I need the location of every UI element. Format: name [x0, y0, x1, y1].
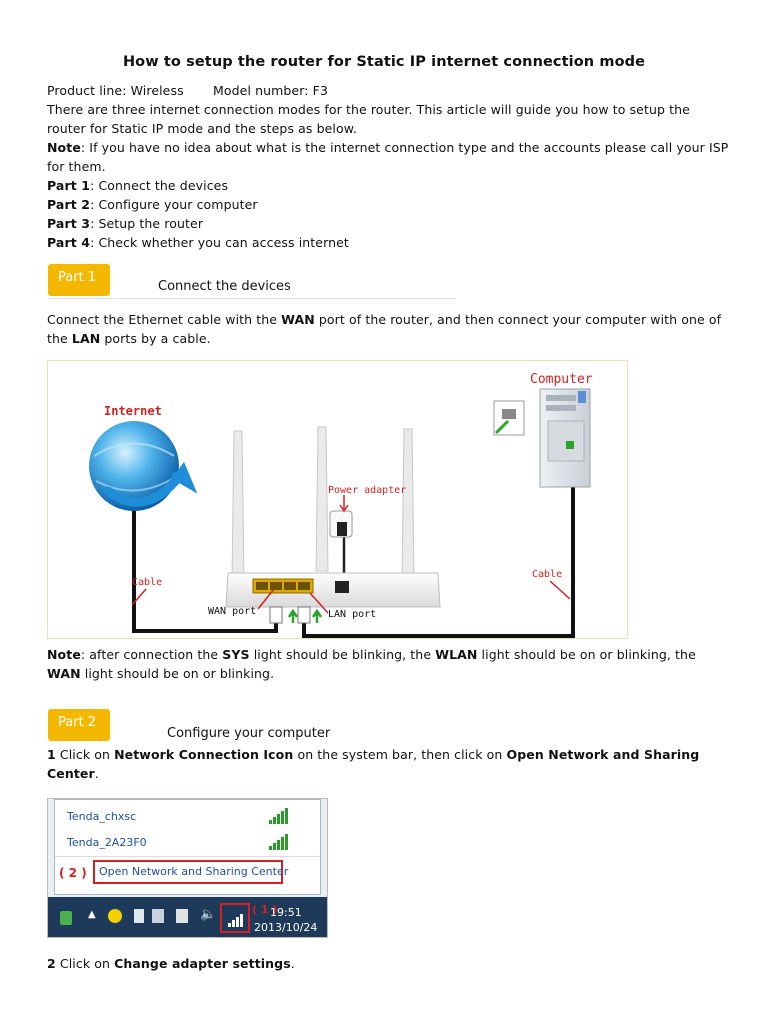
- connection-diagram: [47, 360, 628, 639]
- lan-port-label: LAN port: [328, 609, 377, 620]
- signal-icon: [269, 834, 291, 854]
- part1-heading: Connect the devices: [158, 279, 291, 294]
- part2-badge: Part 2: [48, 709, 110, 741]
- device-icon[interactable]: [176, 909, 188, 923]
- marker-1: ( 1 ): [252, 903, 278, 916]
- taskbar: [48, 897, 327, 938]
- tray-app-icon[interactable]: [60, 911, 72, 925]
- tray-plus-icon[interactable]: [108, 909, 122, 923]
- connect-text-line-2: the LAN ports by a cable.: [47, 331, 211, 346]
- wan-plug-icon: [270, 607, 282, 623]
- red-arrow-icon: [550, 581, 570, 599]
- step1-line-1: 1 Click on Network Connection Icon on the system bar, then click on Open Network and Sharing: [47, 747, 700, 762]
- network-item-1[interactable]: Tenda_chxsc: [67, 810, 137, 823]
- computer-label: Computer: [530, 372, 593, 387]
- part2-heading: Configure your computer: [167, 726, 331, 741]
- router-antennas: [232, 427, 414, 581]
- green-arrow-icon: [313, 611, 321, 623]
- network-connection-icon[interactable]: [220, 903, 250, 933]
- clock-time[interactable]: 19:51: [270, 906, 302, 919]
- router-icon: [226, 573, 440, 607]
- note-line-2: for them.: [47, 159, 106, 174]
- network-popup: [54, 799, 321, 895]
- marker-2: ( 2 ): [59, 866, 87, 880]
- note2-line-2: WAN light should be on or blinking.: [47, 666, 275, 681]
- step2-line: 2 Click on Change adapter settings.: [47, 956, 295, 971]
- connection-diagram-svg: [48, 361, 627, 638]
- power-adapter-label: Power adapter: [328, 485, 407, 496]
- cable-left-label: Cable: [132, 577, 163, 588]
- show-hidden-icons-icon[interactable]: ▲: [88, 909, 96, 920]
- part-list-item: Part 2: Configure your computer: [47, 197, 258, 212]
- part1-badge: Part 1: [48, 264, 110, 296]
- network-item-2[interactable]: Tenda_2A23F0: [67, 836, 147, 849]
- part1-divider: [48, 298, 456, 299]
- note2-line-1: Note: after connection the SYS light should be blinking, the WLAN light should be on or blinking, the: [47, 647, 696, 662]
- green-arrow-icon: [289, 611, 297, 623]
- part-list-item: Part 3: Setup the router: [47, 216, 204, 231]
- volume-icon[interactable]: 🔈: [200, 907, 217, 922]
- wan-port-label: WAN port: [208, 606, 257, 617]
- network-port-zoom-icon: [494, 401, 524, 435]
- model-number: Model number: F3: [213, 83, 329, 98]
- part-list-item: Part 1: Connect the devices: [47, 178, 229, 193]
- monitor-x-icon[interactable]: [152, 909, 164, 923]
- intro-line-2: router for Static IP mode and the steps as below.: [47, 121, 357, 136]
- clock-date[interactable]: 2013/10/24: [254, 921, 318, 934]
- note-line-1: Note: If you have no idea about what is the internet connection type and the accounts please call your ISP: [47, 140, 729, 155]
- lan-plug-icon: [298, 607, 310, 623]
- signal-icon: [269, 808, 291, 828]
- product-line: Product line: Wireless: [47, 83, 184, 98]
- internet-label: Internet: [104, 404, 162, 418]
- intro-line-1: There are three internet connection modes for the router. This article will guide you how to setup the: [47, 102, 690, 117]
- popup-divider: [55, 856, 320, 857]
- part-list-item: Part 4: Check whether you can access internet: [47, 235, 349, 250]
- page-title: How to setup the router for Static IP internet connection mode: [122, 54, 646, 70]
- step1-line-2: Center.: [47, 766, 99, 781]
- computer-tower-icon: [540, 389, 590, 487]
- taskbar-screenshot: [47, 798, 328, 938]
- internet-globe-icon: [89, 421, 188, 511]
- connect-text-line-1: Connect the Ethernet cable with the WAN port of the router, and then connect your computer with one of: [47, 312, 722, 327]
- open-network-sharing-link[interactable]: Open Network and Sharing Center: [93, 860, 283, 884]
- cable-right-label: Cable: [532, 569, 563, 580]
- usb-icon[interactable]: [134, 909, 144, 923]
- power-adapter-icon: [330, 495, 352, 537]
